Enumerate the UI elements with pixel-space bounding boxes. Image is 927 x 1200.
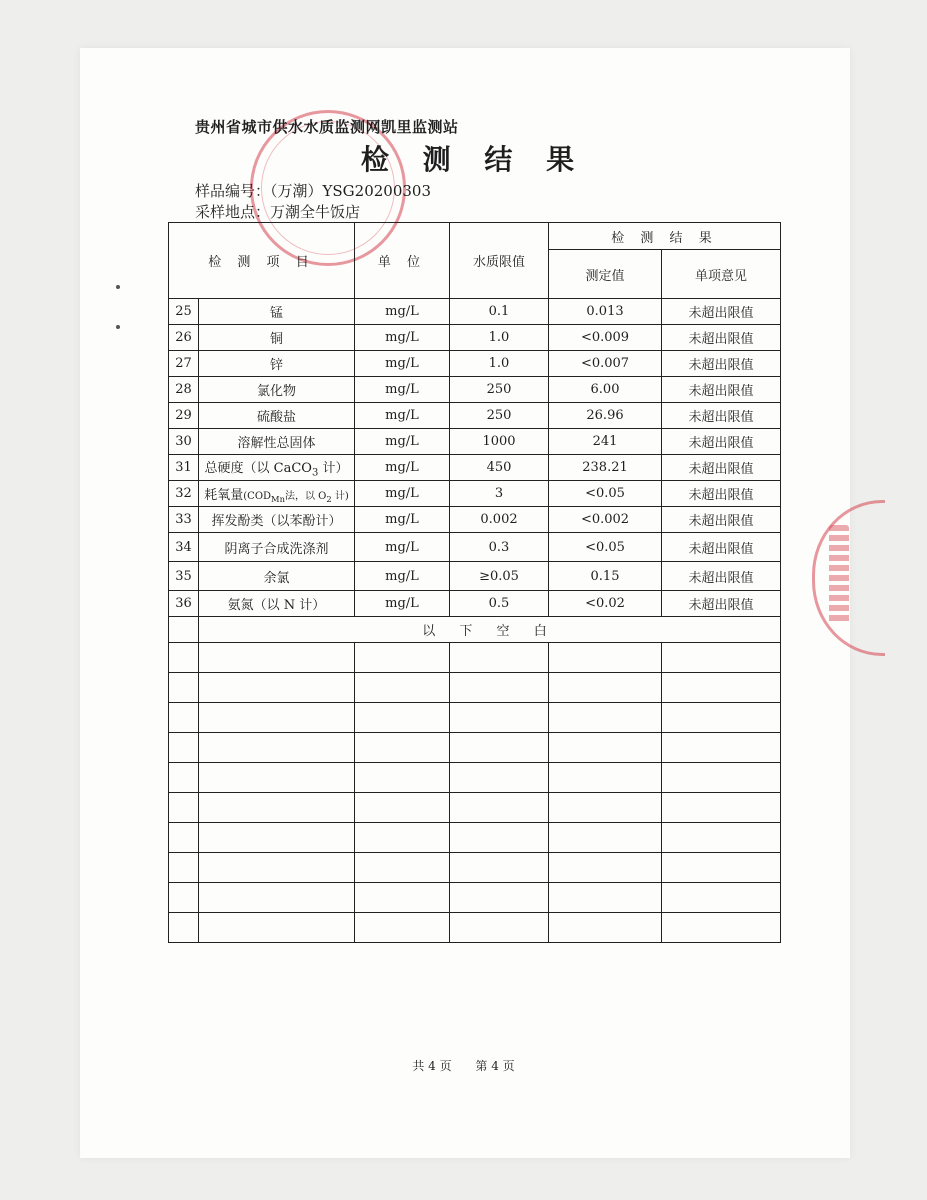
empty-cell [199,673,355,703]
row-item: 锰 [199,299,355,325]
row-opinion: 未超出限值 [662,507,781,533]
empty-cell [450,883,549,913]
blank-marker-row [169,617,781,643]
row-opinion: 未超出限值 [662,351,781,377]
row-unit: mg/L [355,429,450,455]
empty-cell [549,913,662,943]
empty-row [169,883,781,913]
row-limit: 0.002 [450,507,549,533]
table-row [169,351,781,377]
page-footer [0,1057,927,1074]
table-row [169,591,781,617]
row-limit: 0.3 [450,533,549,562]
row-unit: mg/L [355,507,450,533]
row-unit: mg/L [355,533,450,562]
row-value: 26.96 [549,403,662,429]
row-value: <0.02 [549,591,662,617]
row-item [199,455,355,481]
row-value: <0.05 [549,481,662,507]
row-opinion: 未超出限值 [662,455,781,481]
row-item: 硫酸盐 [199,403,355,429]
header-measured: 测定值 [549,250,662,299]
empty-cell [662,913,781,943]
row-number: 26 [169,325,199,351]
empty-cell [355,913,450,943]
empty-cell [199,913,355,943]
empty-cell [549,853,662,883]
empty-cell [450,823,549,853]
empty-cell [450,643,549,673]
row-item-text: 总硬度（以 CaCO [204,460,312,476]
note-subscript: Mn [271,493,285,504]
table-row [169,507,781,533]
row-item-subscript: 3 [311,467,319,479]
empty-cell [549,673,662,703]
row-value: 238.21 [549,455,662,481]
row-number: 33 [169,507,199,533]
empty-cell [662,733,781,763]
row-opinion: 未超出限值 [662,325,781,351]
row-number: 31 [169,455,199,481]
empty-cell [355,823,450,853]
row-value: 0.013 [549,299,662,325]
empty-cell [199,733,355,763]
row-unit: mg/L [355,481,450,507]
results-table [168,222,781,943]
table-row [169,299,781,325]
row-number: 35 [169,562,199,591]
empty-row [169,793,781,823]
table-row [169,533,781,562]
header-limit: 水质限值 [450,223,549,299]
empty-cell [199,703,355,733]
table-row [169,403,781,429]
empty-cell [450,853,549,883]
empty-cell [199,763,355,793]
empty-cell [450,673,549,703]
empty-cell [199,643,355,673]
row-limit: 250 [450,403,549,429]
blank-below-note: 以 下 空 白 [199,617,781,643]
empty-cell [355,793,450,823]
table-row [169,562,781,591]
empty-cell [355,733,450,763]
row-number: 29 [169,403,199,429]
row-opinion: 未超出限值 [662,403,781,429]
empty-cell [169,673,199,703]
row-unit: mg/L [355,299,450,325]
row-unit: mg/L [355,325,450,351]
empty-cell [355,643,450,673]
empty-cell [169,823,199,853]
row-value: <0.002 [549,507,662,533]
header-item: 检 测 项 目 [169,223,355,299]
empty-cell [355,883,450,913]
row-opinion: 未超出限值 [662,377,781,403]
total-pages: 共 4 页 [412,1059,452,1073]
empty-cell [355,673,450,703]
empty-cell [169,617,199,643]
row-limit: 3 [450,481,549,507]
empty-row [169,703,781,733]
empty-cell [199,793,355,823]
row-item: 铜 [199,325,355,351]
table-row [169,481,781,507]
scan-speck [116,285,120,289]
empty-cell [549,823,662,853]
row-value: 6.00 [549,377,662,403]
row-limit: 0.5 [450,591,549,617]
page-title: 检 测 结 果 [360,143,587,176]
empty-cell [450,793,549,823]
row-item: 氨氮（以 N 计） [199,591,355,617]
empty-cell [355,763,450,793]
row-opinion: 未超出限值 [662,299,781,325]
empty-cell [169,703,199,733]
table-row [169,455,781,481]
empty-cell [549,703,662,733]
empty-cell [450,733,549,763]
empty-cell [199,823,355,853]
table-row [169,325,781,351]
note-text-tail: 计) [331,490,349,502]
row-unit: mg/L [355,591,450,617]
note-subscript-2: 2 [326,493,332,504]
row-limit: 450 [450,455,549,481]
empty-row [169,823,781,853]
sampling-location: 采样地点：万潮全牛饭店 [195,203,361,221]
row-limit: ≥0.05 [450,562,549,591]
row-number: 28 [169,377,199,403]
empty-cell [169,853,199,883]
header-result: 检 测 结 果 [549,223,781,250]
row-item: 溶解性总固体 [199,429,355,455]
row-opinion: 未超出限值 [662,481,781,507]
table-row [169,377,781,403]
empty-cell [662,823,781,853]
row-number: 30 [169,429,199,455]
row-limit: 250 [450,377,549,403]
row-limit: 0.1 [450,299,549,325]
scan-speck [116,325,120,329]
empty-row [169,913,781,943]
empty-cell [549,643,662,673]
empty-cell [450,913,549,943]
empty-cell [549,793,662,823]
empty-cell [169,763,199,793]
table-row [169,429,781,455]
row-number: 32 [169,481,199,507]
sample-number: 样品编号：（万潮）YSG20200303 [195,182,432,200]
empty-cell [662,883,781,913]
row-value: <0.007 [549,351,662,377]
row-value: <0.009 [549,325,662,351]
row-unit: mg/L [355,455,450,481]
row-unit: mg/L [355,562,450,591]
row-item: 氯化物 [199,377,355,403]
empty-cell [549,763,662,793]
row-limit: 1.0 [450,351,549,377]
empty-cell [169,643,199,673]
row-number: 25 [169,299,199,325]
row-item [199,481,355,507]
row-value: <0.05 [549,533,662,562]
row-opinion: 未超出限值 [662,429,781,455]
empty-cell [662,673,781,703]
row-item: 余氯 [199,562,355,591]
empty-cell [199,883,355,913]
row-number: 27 [169,351,199,377]
empty-cell [355,853,450,883]
empty-cell [549,733,662,763]
empty-cell [169,793,199,823]
empty-row [169,853,781,883]
empty-cell [662,703,781,733]
empty-cell [450,763,549,793]
row-unit: mg/L [355,403,450,429]
current-page: 第 4 页 [475,1059,515,1073]
row-limit: 1.0 [450,325,549,351]
note-text: (COD [243,490,272,502]
empty-cell [450,703,549,733]
empty-cell [662,643,781,673]
row-item: 阴离子合成洗涤剂 [199,533,355,562]
row-unit: mg/L [355,377,450,403]
empty-cell [169,733,199,763]
empty-cell [355,703,450,733]
empty-row [169,763,781,793]
header-unit: 单 位 [355,223,450,299]
row-value: 0.15 [549,562,662,591]
row-item-text: 耗氧量 [204,487,244,503]
organization-name: 贵州省城市供水水质监测网凯里监测站 [195,118,459,136]
row-opinion: 未超出限值 [662,562,781,591]
row-number: 34 [169,533,199,562]
empty-cell [549,883,662,913]
row-item: 挥发酚类（以苯酚计） [199,507,355,533]
empty-cell [169,913,199,943]
empty-row [169,673,781,703]
empty-cell [662,793,781,823]
row-item: 锌 [199,351,355,377]
empty-cell [199,853,355,883]
row-limit: 1000 [450,429,549,455]
empty-cell [662,853,781,883]
row-number: 36 [169,591,199,617]
row-unit: mg/L [355,351,450,377]
row-opinion: 未超出限值 [662,533,781,562]
row-value: 241 [549,429,662,455]
empty-row [169,733,781,763]
row-opinion: 未超出限值 [662,591,781,617]
note-text-mid: 法，以 O [284,490,327,502]
row-item-tail: 计） [318,460,349,476]
row-item-note [243,491,348,502]
empty-row [169,643,781,673]
empty-cell [662,763,781,793]
header-opinion: 单项意见 [662,250,781,299]
empty-cell [169,883,199,913]
